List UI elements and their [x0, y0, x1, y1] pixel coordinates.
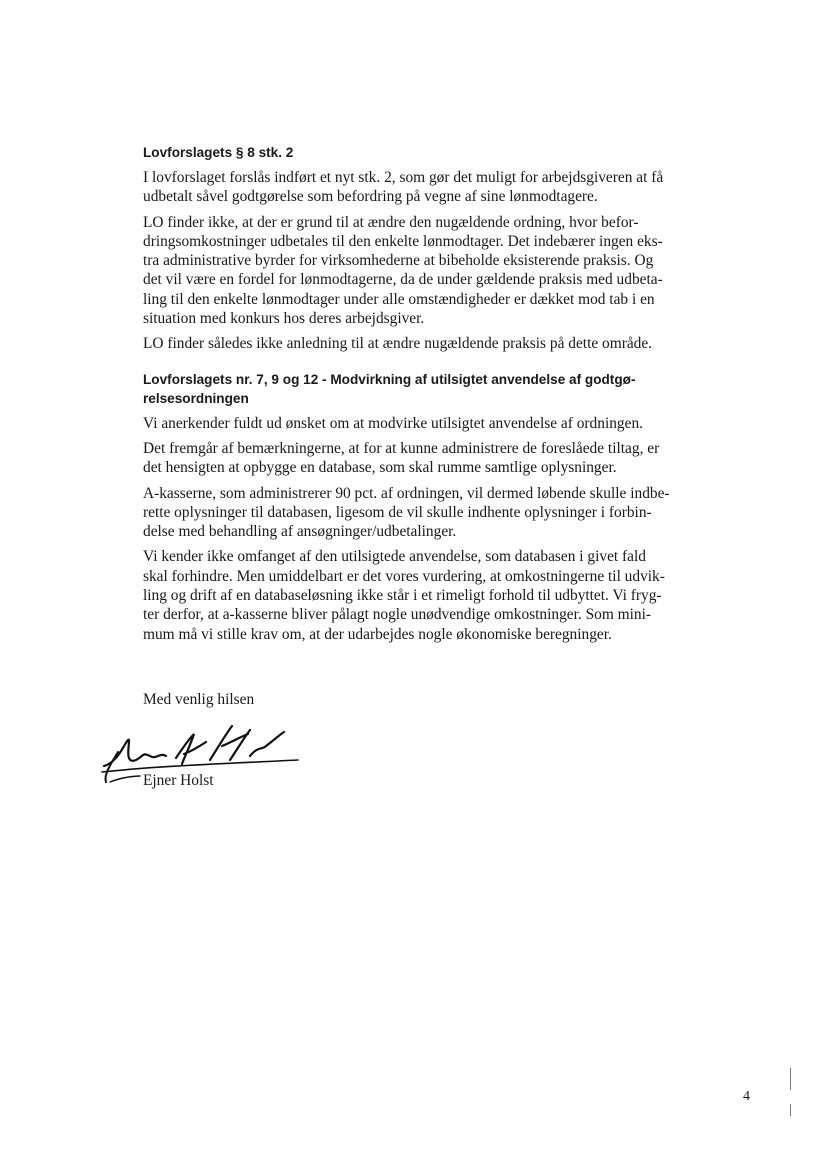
- page-number: 4: [743, 1089, 750, 1104]
- letter-body: [143, 143, 673, 650]
- section-heading: Lovforslagets nr. 7, 9 og 12 - Modvirkning af utilsigtet anvendelse af godtgø- relsesordningen: [143, 371, 636, 406]
- closing-salutation: Med venlig hilsen: [143, 691, 255, 708]
- paragraph: I lovforslaget forslås indført et nyt stk. 2, som gør det muligt for arbejdsgiveren at få udbetalt såvel godtgørelse som befordring på vegne af sine lønmodtagere.: [143, 169, 664, 206]
- signer-name: Ejner Holst: [143, 772, 214, 789]
- scan-edge-mark: [790, 1068, 791, 1090]
- paragraph: Vi kender ikke omfanget af den utilsigtede anvendelse, som databasen i givet fald skal forhindre. Men umiddelbart er det vores vurdering, at omkostningerne til udvik- ling og drift af en databaseløsning ikke står i et rimeligt forhold til udbyttet. Vi fryg- ter derfor, at a-kasserne bliver pålagt nogle unødvendige omkostninger. Som mini- mum må vi stille krav om, at der udarbejdes nogle økonomiske beregninger.: [143, 548, 665, 643]
- section-paragraphs-7-9-12: [143, 370, 673, 644]
- paragraph: LO finder således ikke anledning til at ændre nugældende praksis på dette område.: [143, 335, 653, 353]
- paragraph: A-kasserne, som administrerer 90 pct. af ordningen, vil dermed løbende skulle indbe- rette oplysninger til databasen, ligesom de vil skulle indhente oplysninger i forbin- delse med behandling af ansøgninger/udbetalinger.: [143, 484, 670, 541]
- paragraph: Det fremgår af bemærkningerne, at for at kunne administrere de foreslåede tiltag, er det hensigten at opbygge en database, som skal rumme samtlige oplysninger.: [143, 439, 660, 477]
- scan-edge-mark: [790, 1104, 791, 1116]
- paragraph: LO finder ikke, at der er grund til at ændre den nugældende ordning, hvor befor- dringsomkostninger udbetales til den enkelte lønmodtager. Det indebærer ingen eks- tra administrative byrder for virksomhederne at bibeholde eksisterende praksis. Og det vil være en fordel for lønmodtagerne, da de under gældende praksis med udbeta- ling til den enkelte lønmodtager under alle omstændigheder er dækket mod tab i en situation med konkurs hos deres arbejdsgiver.: [143, 213, 663, 328]
- section-paragraph-8: [143, 143, 673, 354]
- section-heading: Lovforslagets § 8 stk. 2: [143, 145, 294, 160]
- paragraph: Vi anerkender fuldt ud ønsket om at modvirke utilsigtet anvendelse af ordningen.: [143, 414, 643, 432]
